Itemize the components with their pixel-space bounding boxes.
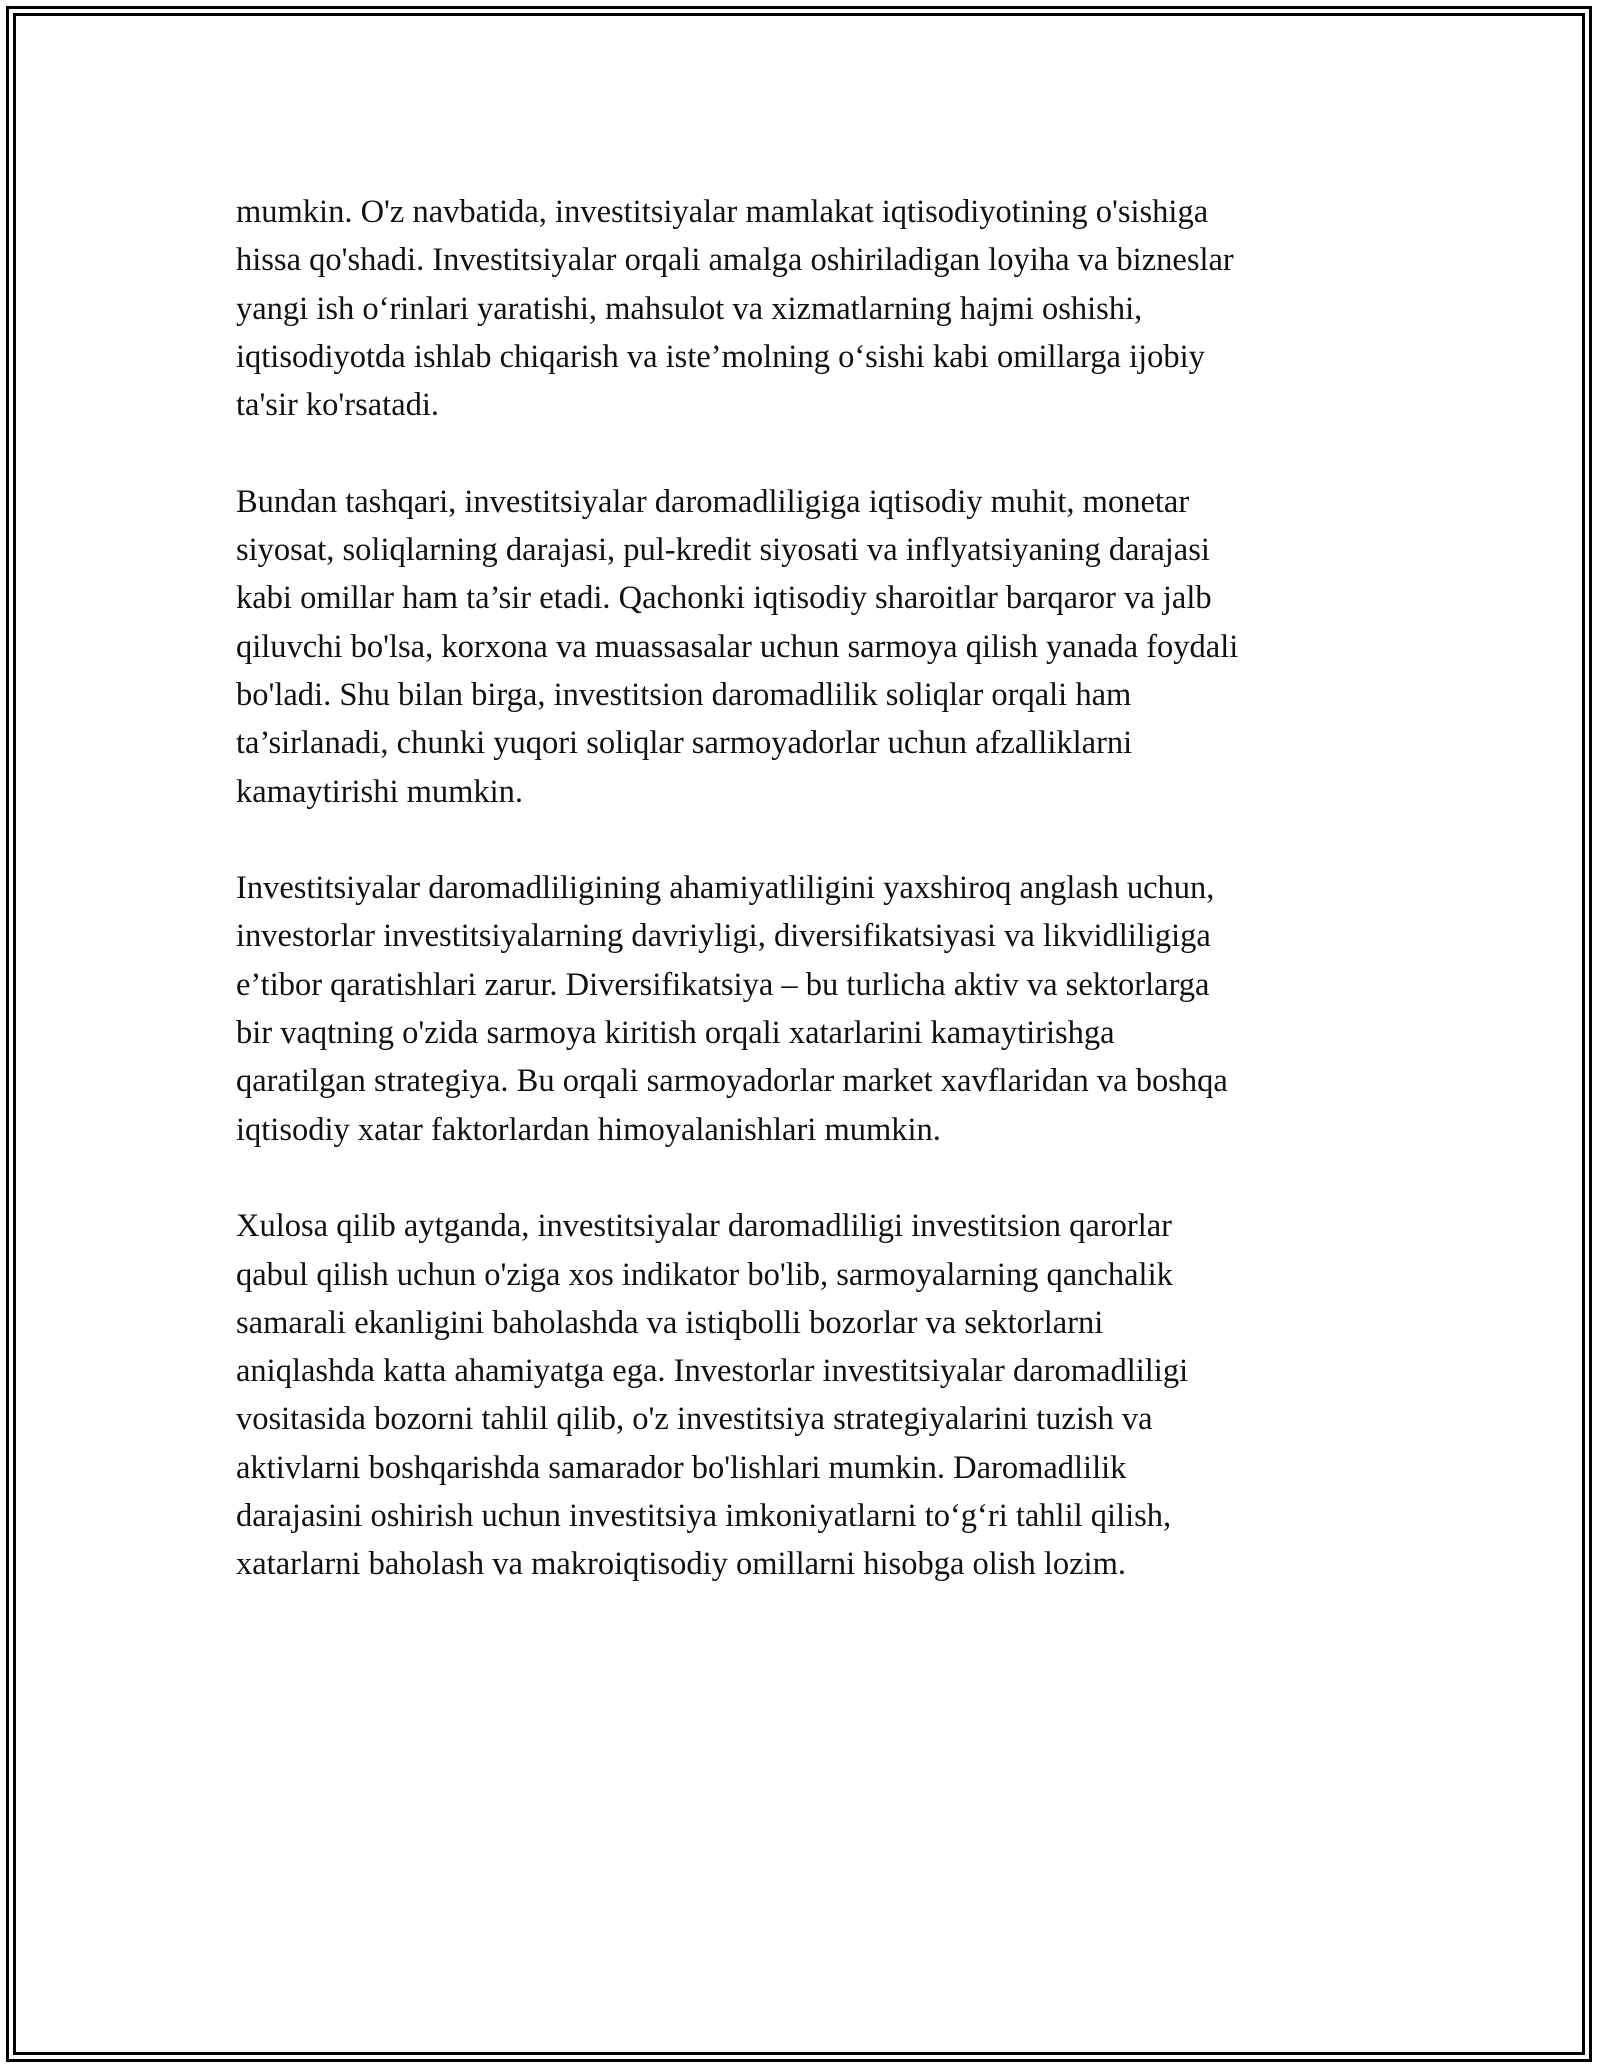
text-line: bo'ladi. Shu bilan birga, investitsion daromadlilik soliqlar orqali ham bbox=[236, 676, 1132, 713]
text-line: iqtisodiy xatar faktorlardan himoyalanishlari mumkin. bbox=[236, 1111, 941, 1148]
text-line: siyosat, soliqlarning darajasi, pul-kredit siyosati va inflyatsiyaning darajasi bbox=[236, 532, 1210, 569]
text-line: samarali ekanligini baholashda va istiqbolli bozorlar va sektorlarni bbox=[236, 1304, 1104, 1341]
text-line: kamaytirishi mumkin. bbox=[236, 773, 524, 810]
text-line: investorlar investitsiyalarning davriyligi, diversifikatsiyasi va likvidliligiga bbox=[236, 918, 1211, 955]
text-line: ta'sir ko'rsatadi. bbox=[236, 387, 440, 424]
text-line: darajasini oshirish uchun investitsiya imkoniyatlarni to‘g‘ri tahlil qilish, bbox=[236, 1498, 1172, 1535]
text-line: e’tibor qaratishlari zarur. Diversifikatsiya – bu turlicha aktiv va sektorlarga bbox=[236, 966, 1210, 1003]
document-body bbox=[236, 188, 1386, 1637]
text-line: aktivlarni boshqarishda samarador bo'lishlari mumkin. Daromadlilik bbox=[236, 1449, 1127, 1486]
text-line: yangi ish o‘rinlari yaratishi, mahsulot va xizmatlarning hajmi oshishi, bbox=[236, 290, 1143, 327]
text-line: vositasida bozorni tahlil qilib, o'z investitsiya strategiyalarini tuzish va bbox=[236, 1401, 1153, 1438]
paragraph-4 bbox=[236, 1202, 1386, 1588]
paragraph-3 bbox=[236, 864, 1386, 1154]
text-line: aniqlashda katta ahamiyatga ega. Investorlar investitsiyalar daromadliligi bbox=[236, 1353, 1189, 1390]
text-line: kabi omillar ham ta’sir etadi. Qachonki iqtisodiy sharoitlar barqaror va jalb bbox=[236, 580, 1212, 617]
text-line: ta’sirlanadi, chunki yuqori soliqlar sarmoyadorlar uchun afzalliklarni bbox=[236, 725, 1133, 762]
text-line: Xulosa qilib aytganda, investitsiyalar daromadliligi investitsion qarorlar bbox=[236, 1208, 1172, 1245]
text-line: qiluvchi bo'lsa, korxona va muassasalar uchun sarmoya qilish yanada foydali bbox=[236, 628, 1239, 665]
paragraph-1 bbox=[236, 188, 1386, 429]
paragraph-2 bbox=[236, 478, 1386, 816]
text-line: mumkin. O'z navbatida, investitsiyalar mamlakat iqtisodiyotining o'sishiga bbox=[236, 194, 1209, 230]
text-line: qabul qilish uchun o'ziga xos indikator bo'lib, sarmoyalarning qanchalik bbox=[236, 1256, 1173, 1293]
text-line: Investitsiyalar daromadliligining ahamiyatliligini yaxshiroq anglash uchun, bbox=[236, 870, 1215, 907]
text-line: qaratilgan strategiya. Bu orqali sarmoyadorlar market xavflaridan va boshqa bbox=[236, 1063, 1228, 1100]
text-line: hissa qo'shadi. Investitsiyalar orqali amalga oshiriladigan loyiha va bizneslar bbox=[236, 242, 1234, 279]
text-line: xatarlarni baholash va makroiqtisodiy omillarni hisobga olish lozim. bbox=[236, 1546, 1126, 1583]
text-line: Bundan tashqari, investitsiyalar daromadliligiga iqtisodiy muhit, monetar bbox=[236, 483, 1190, 520]
text-line: iqtisodiyotda ishlab chiqarish va iste’molning o‘sishi kabi omillarga ijobiy bbox=[236, 338, 1205, 375]
text-line: bir vaqtning o'zida sarmoya kiritish orqali xatarlarini kamaytirishga bbox=[236, 1015, 1115, 1052]
